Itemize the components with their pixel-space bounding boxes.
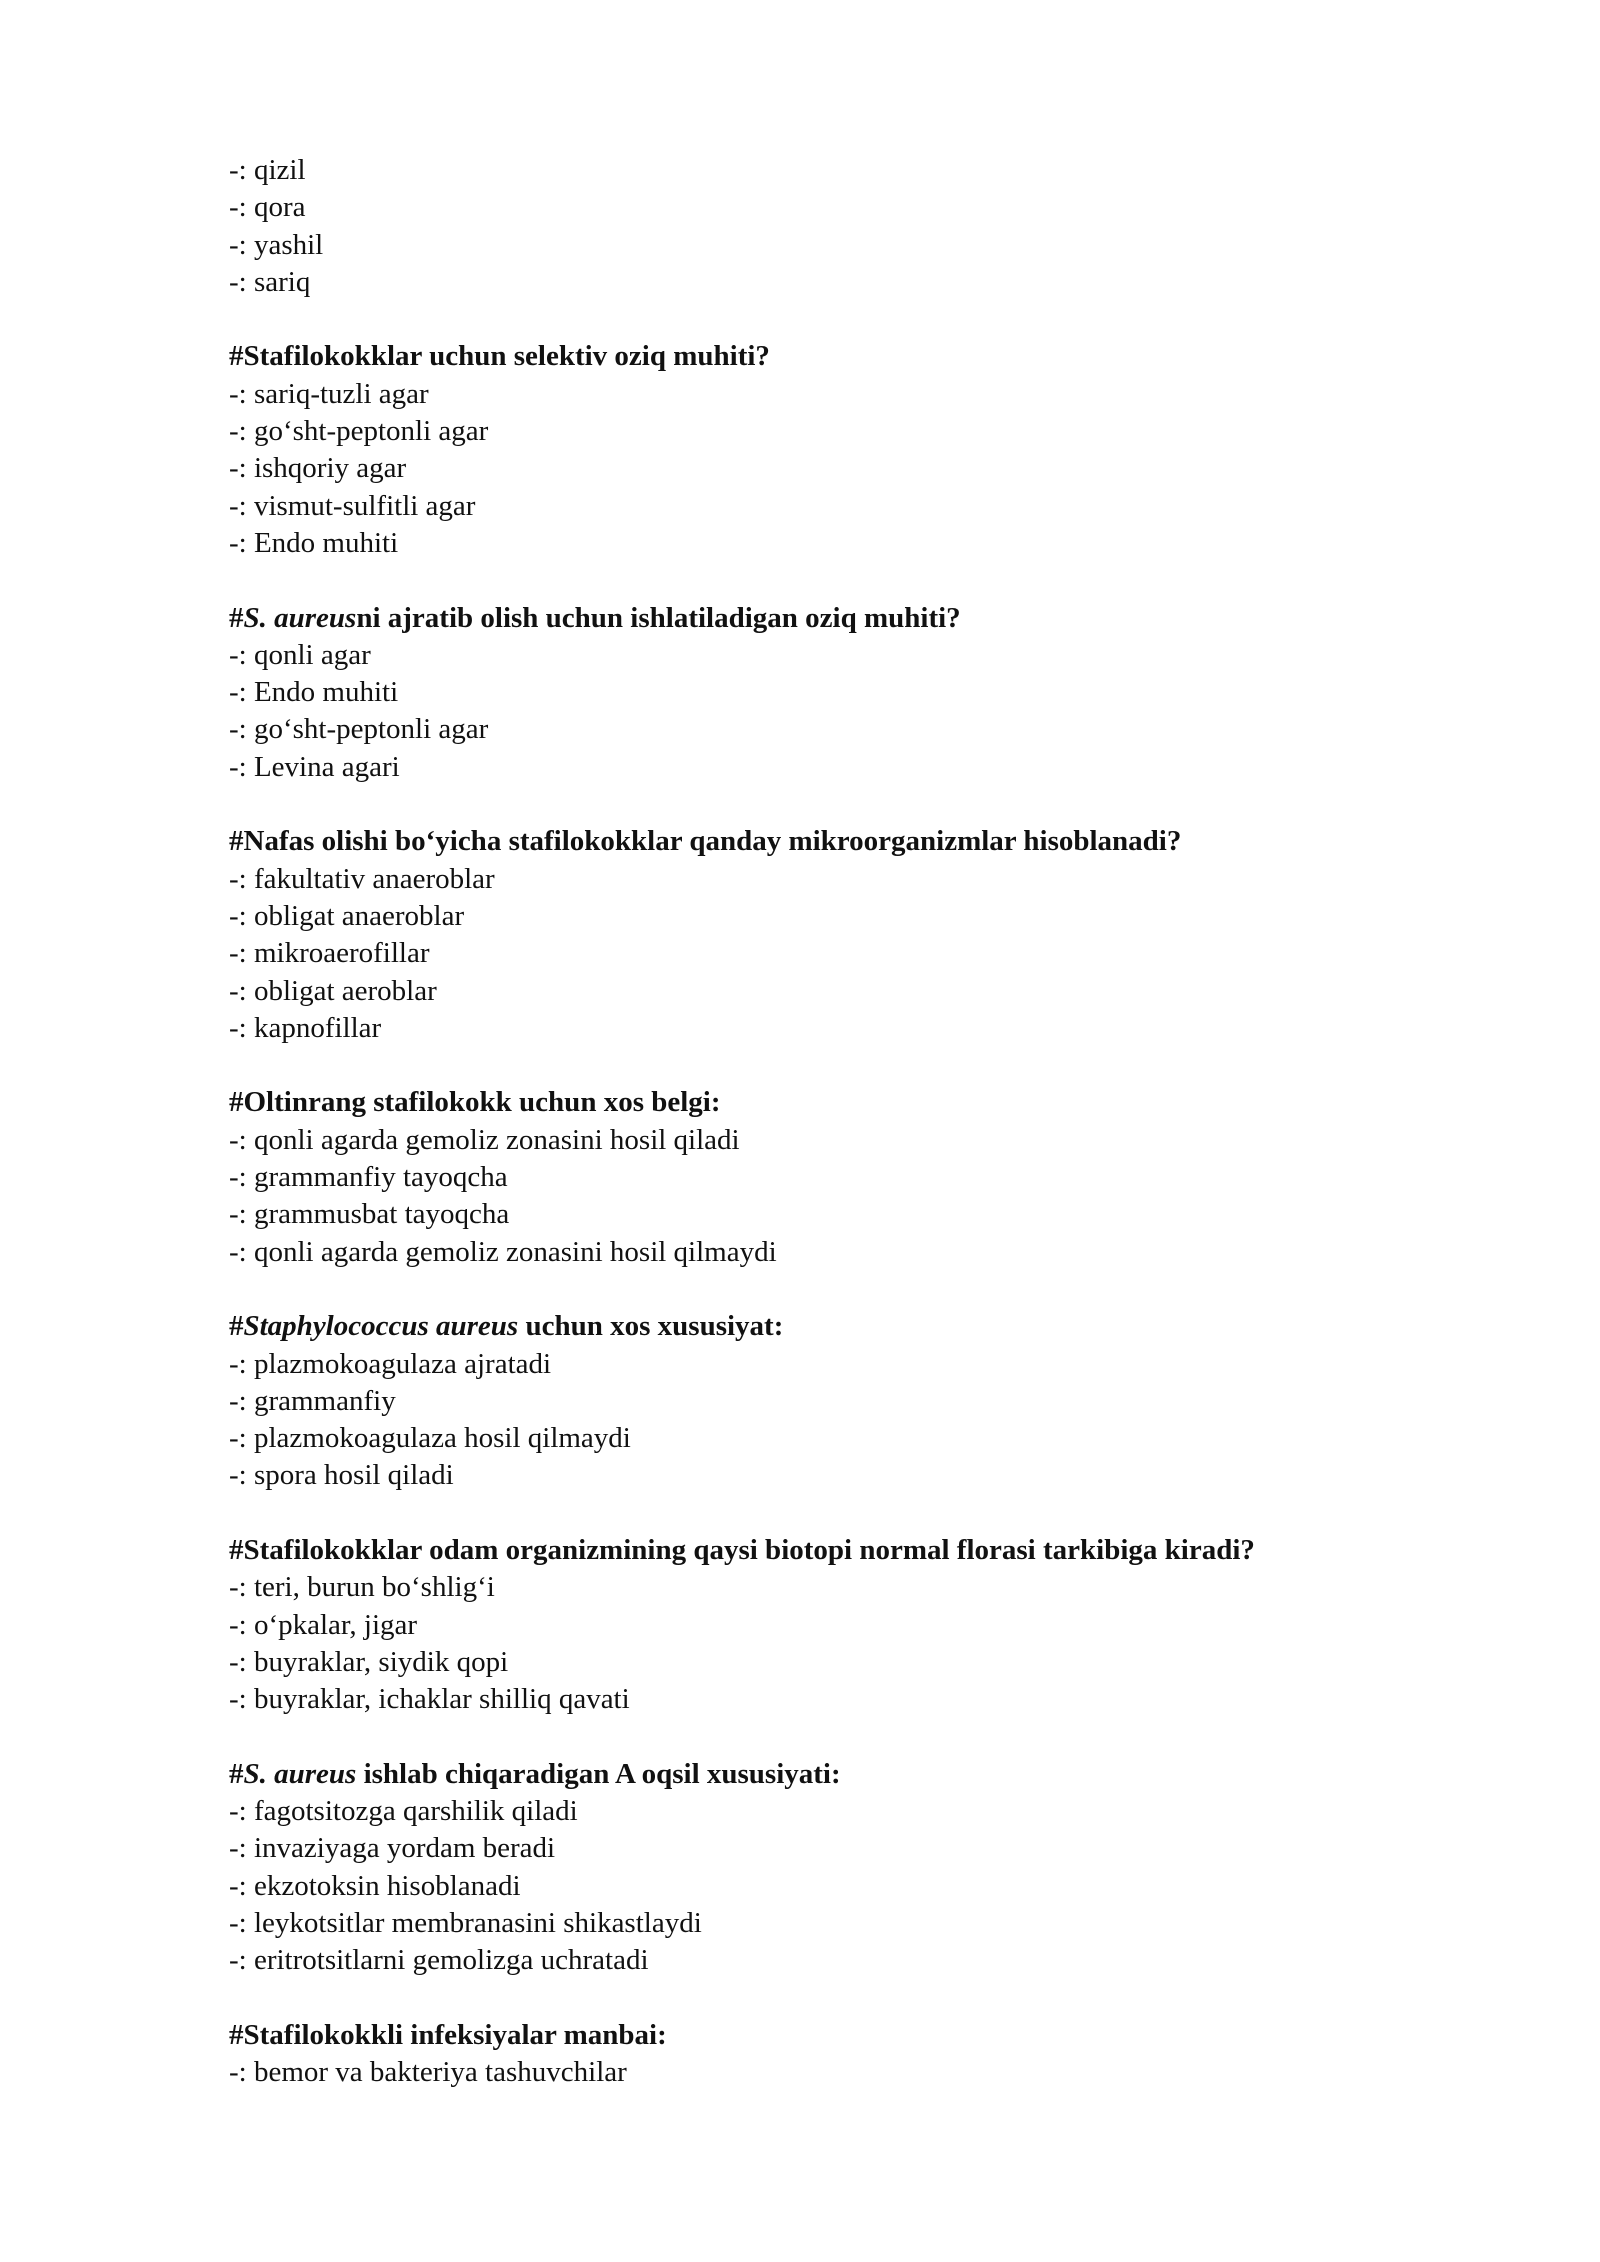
block-spacer bbox=[229, 1271, 1529, 1308]
question-italic-term: S. aureus bbox=[243, 601, 357, 634]
block-spacer bbox=[229, 301, 1529, 338]
question-block bbox=[229, 823, 1529, 1047]
answer-option: -: buyraklar, siydik qopi bbox=[229, 1645, 509, 1678]
answer-option: -: buyraklar, ichaklar shilliq qavati bbox=[229, 1683, 630, 1716]
answer-option: -: leykotsitlar membranasini shikastlaydi bbox=[229, 1906, 702, 1939]
answer-option: -: teri, burun bo‘shlig‘i bbox=[229, 1571, 495, 1604]
question-text bbox=[229, 600, 1529, 637]
block-spacer bbox=[229, 786, 1529, 823]
question-text-part: # bbox=[229, 601, 244, 634]
answer-option: -: ekzotoksin hisoblanadi bbox=[229, 1869, 521, 1902]
answer-option: -: vismut-sulfitli agar bbox=[229, 489, 476, 522]
answer-option: -: kapnofillar bbox=[229, 1011, 382, 1044]
question-text-part: #Oltinrang stafilokokk uchun xos belgi: bbox=[229, 1086, 721, 1119]
question-text bbox=[229, 1532, 1529, 1569]
block-spacer bbox=[229, 1047, 1529, 1084]
answer-option: -: grammusbat tayoqcha bbox=[229, 1198, 510, 1231]
question-text bbox=[229, 1756, 1529, 1793]
answer-option: -: fakultativ anaeroblar bbox=[229, 862, 495, 895]
answer-option: -: plazmokoagulaza ajratadi bbox=[229, 1347, 552, 1380]
question-text-part: uchun xos xususiyat: bbox=[518, 1310, 784, 1343]
block-spacer bbox=[229, 1495, 1529, 1532]
answer-option: -: qonli agarda gemoliz zonasini hosil qilmaydi bbox=[229, 1235, 777, 1268]
question-block bbox=[229, 1084, 1529, 1270]
lead-options bbox=[229, 152, 1529, 301]
question-italic-term: S. aureus bbox=[243, 1757, 357, 1790]
answer-option: -: plazmokoagulaza hosil qilmaydi bbox=[229, 1422, 631, 1455]
answer-option: -: obligat aeroblar bbox=[229, 974, 437, 1007]
answer-option: -: qonli agarda gemoliz zonasini hosil qiladi bbox=[229, 1123, 740, 1156]
answer-option: -: bemor va bakteriya tashuvchilar bbox=[229, 2056, 627, 2089]
question-text-part: ishlab chiqaradigan A oqsil xususiyati: bbox=[356, 1757, 841, 1790]
answer-option: -: Endo muhiti bbox=[229, 526, 399, 559]
answer-option: -: eritrotsitlarni gemolizga uchratadi bbox=[229, 1944, 649, 1977]
question-text bbox=[229, 2017, 1529, 2054]
question-text-part: #Stafilokokklar uchun selektiv oziq muhiti? bbox=[229, 340, 770, 373]
document-page bbox=[229, 152, 1529, 2091]
answer-option: -: o‘pkalar, jigar bbox=[229, 1608, 418, 1641]
answer-option: -: fagotsitozga qarshilik qiladi bbox=[229, 1795, 578, 1828]
question-text-part: # bbox=[229, 1757, 244, 1790]
answer-option: -: yashil bbox=[229, 228, 324, 261]
question-text-part: #Stafilokokkli infeksiyalar manbai: bbox=[229, 2018, 667, 2051]
answer-option: -: qonli agar bbox=[229, 638, 371, 671]
question-block bbox=[229, 1756, 1529, 1980]
question-text-part: #Nafas olishi bo‘yicha stafilokokklar qanday mikroorganizmlar hisoblanadi? bbox=[229, 825, 1182, 858]
answer-option: -: qora bbox=[229, 191, 306, 224]
answer-option: -: Levina agari bbox=[229, 750, 400, 783]
question-block bbox=[229, 600, 1529, 786]
answer-option: -: grammanfiy bbox=[229, 1384, 396, 1417]
question-list bbox=[229, 301, 1529, 2091]
answer-option: -: ishqoriy agar bbox=[229, 452, 407, 485]
question-block bbox=[229, 1532, 1529, 1718]
answer-option: -: mikroaerofillar bbox=[229, 937, 430, 970]
block-spacer bbox=[229, 562, 1529, 599]
question-block bbox=[229, 2017, 1529, 2092]
question-text bbox=[229, 823, 1529, 860]
question-text-part: # bbox=[229, 1310, 244, 1343]
answer-option: -: grammanfiy tayoqcha bbox=[229, 1161, 508, 1194]
question-text bbox=[229, 1084, 1529, 1121]
block-spacer bbox=[229, 1980, 1529, 2017]
question-block bbox=[229, 338, 1529, 562]
answer-option: -: sariq bbox=[229, 265, 311, 298]
answer-option: -: qizil bbox=[229, 154, 306, 186]
question-text-part: ni ajratib olish uchun ishlatiladigan oziq muhiti? bbox=[356, 601, 961, 634]
answer-option: -: go‘sht-peptonli agar bbox=[229, 415, 489, 448]
answer-option: -: spora hosil qiladi bbox=[229, 1459, 454, 1492]
answer-option: -: obligat anaeroblar bbox=[229, 899, 465, 932]
question-text bbox=[229, 1308, 1529, 1345]
question-block bbox=[229, 1308, 1529, 1494]
answer-option: -: sariq-tuzli agar bbox=[229, 377, 429, 410]
question-text-part: #Stafilokokklar odam organizmining qaysi biotopi normal florasi tarkibiga kiradi? bbox=[229, 1533, 1255, 1566]
block-spacer bbox=[229, 1718, 1529, 1755]
answer-option: -: invaziyaga yordam beradi bbox=[229, 1832, 556, 1865]
question-italic-term: Staphylococcus aureus bbox=[243, 1310, 519, 1343]
answer-option: -: go‘sht-peptonli agar bbox=[229, 713, 489, 746]
question-text bbox=[229, 338, 1529, 375]
answer-option: -: Endo muhiti bbox=[229, 676, 399, 709]
